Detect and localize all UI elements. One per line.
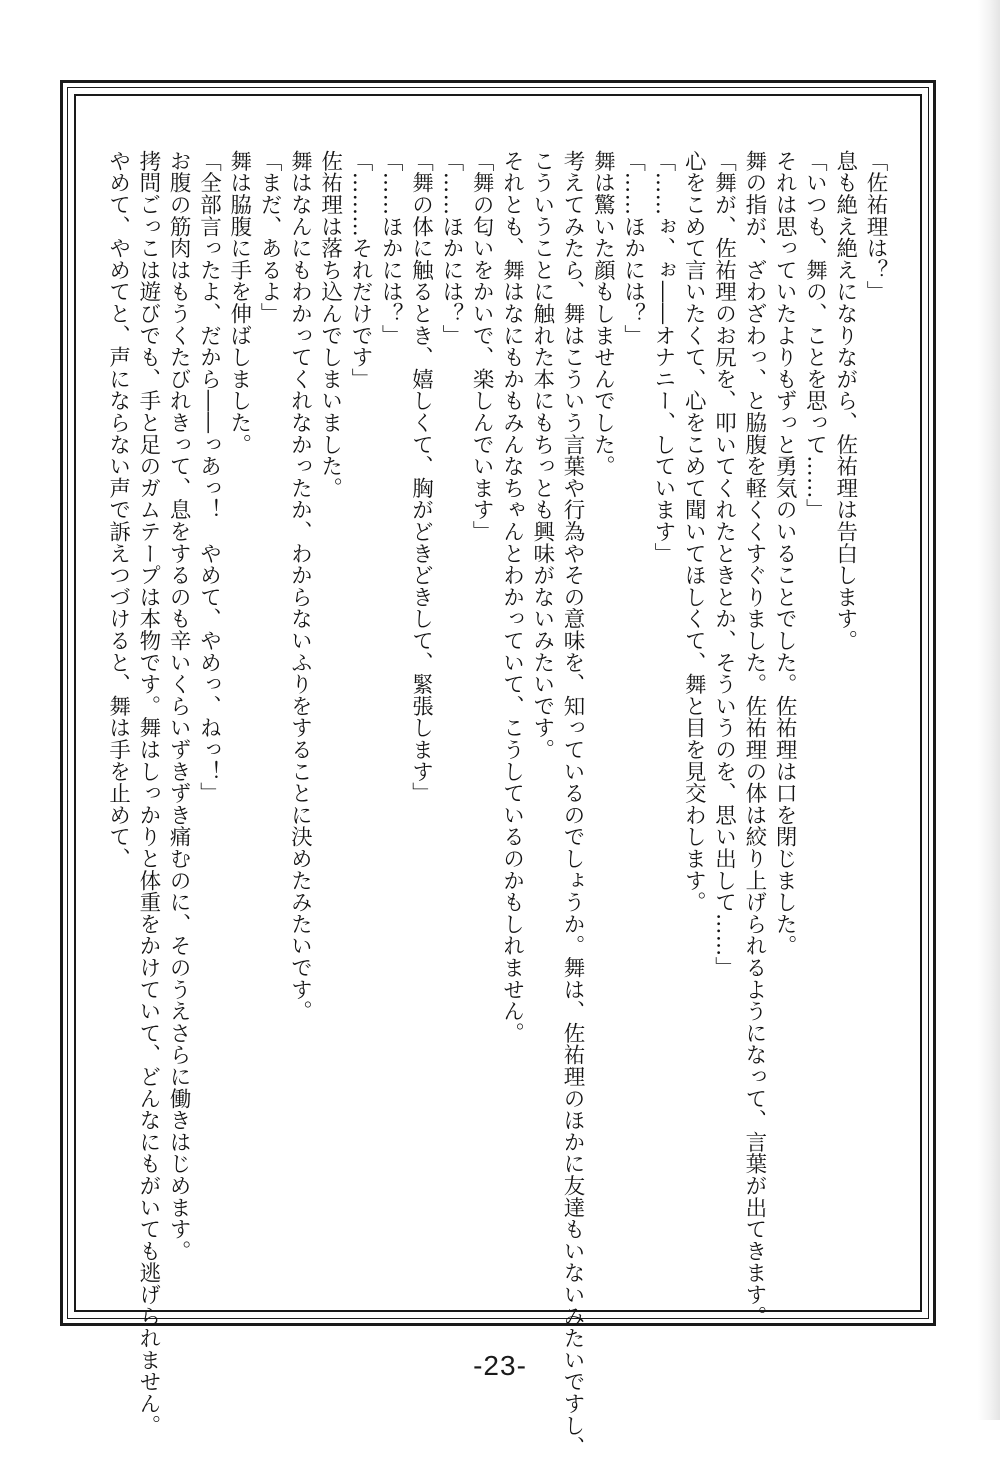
- text-line: 「舞の匂いをかいで、楽しんでいます」: [469, 150, 495, 543]
- scan-edge-shadow: [978, 0, 1000, 1420]
- text-line: 「……ほかには？」: [378, 150, 404, 347]
- text-line: 「全部言ったよ、だから――っあっ！ やめて、やめっ、ねっ！」: [196, 150, 222, 804]
- page-number: -23-: [473, 1350, 527, 1381]
- text-line: 「……ぉ、ぉ――オナニー、しています」: [650, 150, 676, 565]
- text-line: 舞は脇腹に手を伸ばしました。: [226, 150, 252, 456]
- text-line: 「舞の体に触るとき、嬉しくて、胸がどきどきして、緊張します」: [408, 150, 434, 804]
- text-line: 息も絶え絶えになりながら、佐祐理は告白します。: [832, 150, 858, 652]
- text-line: 「佐祐理は？」: [863, 150, 888, 303]
- text-line: 「………それだけです」: [347, 150, 373, 390]
- text-line: それは思っていたよりもずっと勇気のいることでした。佐祐理は口を閉じました。: [772, 150, 798, 957]
- text-line: 舞は驚いた顔もしませんでした。: [590, 150, 616, 477]
- text-line: 「いつも、舞の、ことを思って……」: [802, 150, 828, 521]
- text-line: 「……ほかには？」: [620, 150, 646, 347]
- text-line: 舞の指が、ざわざわっ、と脇腹を軽くくすぐりました。佐祐理の体は絞り上げられるようになって、言葉が出てきます。: [741, 150, 767, 1328]
- text-line: 舞はなんにもわかってくれなかったか、わからないふりをすることに決めたみたいです。: [287, 150, 313, 1022]
- text-line: 「舞が、佐祐理のお尻を、叩いてくれたときとか、そういうのを、思い出して……」: [711, 150, 737, 979]
- text-line: こういうことに触れた本にもちっとも興味がないみたいです。: [529, 150, 555, 761]
- text-line: 心をこめて言いたくて、心をこめて聞いてほしくて、舞と目を見交わします。: [681, 150, 707, 913]
- text-line: それとも、舞はなにもかもみんなちゃんとわかっていて、こうしているのかもしれません。: [499, 150, 525, 1044]
- text-line: 考えてみたら、舞はこういう言葉や行為やその意味を、知っているのでしょうか。舞は、佐祐理のほかに友達もいないみたいですし、: [560, 150, 586, 1458]
- text-line: 拷問ごっこは遊びでも、手と足のガムテープは本物です。舞はしっかりと体重をかけていて、どんなにもがいても逃げられません。: [135, 150, 161, 1437]
- text-line: 「……ほかには？」: [438, 150, 464, 347]
- text-line: お腹の筋肉はもうくたびれきって、息をするのも辛いくらいずきずき痛むのに、そのうえさらに働きはじめます。: [166, 150, 192, 1262]
- text-line: やめて、やめてと、声にならない声で訴えつづけると、舞は手を止めて、: [105, 150, 131, 870]
- text-line: 佐祐理は落ち込んでしまいました。: [317, 150, 343, 499]
- text-line: 「まだ、あるよ」: [257, 150, 283, 325]
